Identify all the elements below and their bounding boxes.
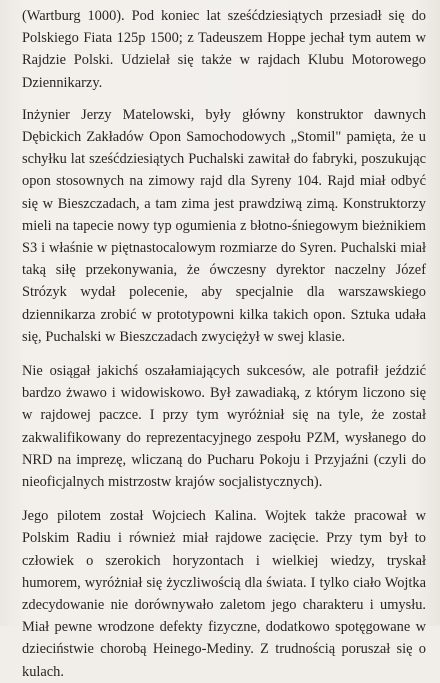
paragraph-1: (Wartburg 1000). Pod koniec lat sześćdziesiątych przesiadł się do Polskiego Fiata 125p 1500; z Tadeuszem Hoppe jechał tym autem w Rajdzie Polski. Udzielał się także w rajdach Klubu Motorowego Dziennikarzy. bbox=[22, 8, 426, 91]
paragraph-2: Inżynier Jerzy Matelowski, były główny konstruktor dawnych Dębickich Zakładów Opon Samochodowych „Stomil" pamięta, że u schyłku lat sześćdziesiątych Puchalski zawitał do fabryki, poszukując opon stosownych na zimowy rajd dla Syreny 104. Rajd miał odbyć się w Bieszczadach, a tam zima jest prawdziwą zimą. Konstruktorzy mieli na tapecie nowy typ ogumienia z błotno-śniegowym bieżnikiem S3 i właśnie w piętnastocalowym rozmiarze do Syren. Puchalski miał taką siłę przekonywania, że ówczesny dyrektor naczelny Józef Strózyk wydał polecenie, aby specjalnie dla warszawskiego dziennikarza zrobić w prototypowni kilka takich opon. Sztuka udała się, Puchalski w Bieszczadach zwyciężył w swej klasie. bbox=[22, 106, 426, 345]
paragraph-4: Jego pilotem został Wojciech Kalina. Wojtek także pracował w Polskim Radiu i również miał rajdowe zacięcie. Przy tym był to człowiek o szerokich horyzontach i wielkiej wiedzy, tryskał humorem, wyróżniał się życzliwością dla świata. I tylko ciało Wojtka zdecydowanie nie dorównywało zaletom jego charakteru i umysłu. Miał pewne wrodzone defekty fizyczne, dodatkowo spotęgowane w dzieciństwie chorobą Heinego-Mediny. Z trudnością poruszał się o kulach. bbox=[22, 508, 426, 680]
paragraph-3: Nie osiągał jakichś oszałamiających sukcesów, ale potrafił jeździć bardzo żwawo i widowiskowo. Był zawadiaką, z którym liczono się w rajdowej paczce. I przy tym wyróżniał się na tyle, że został zakwalifikowany do reprezentacyjnego zespołu PZM, wysłanego do NRD na imprezę, wliczaną do Pucharu Pokoju i Przyjaźni (czyli do nieoficjalnych mistrzostw krajów socjalistycznych). bbox=[22, 363, 426, 491]
